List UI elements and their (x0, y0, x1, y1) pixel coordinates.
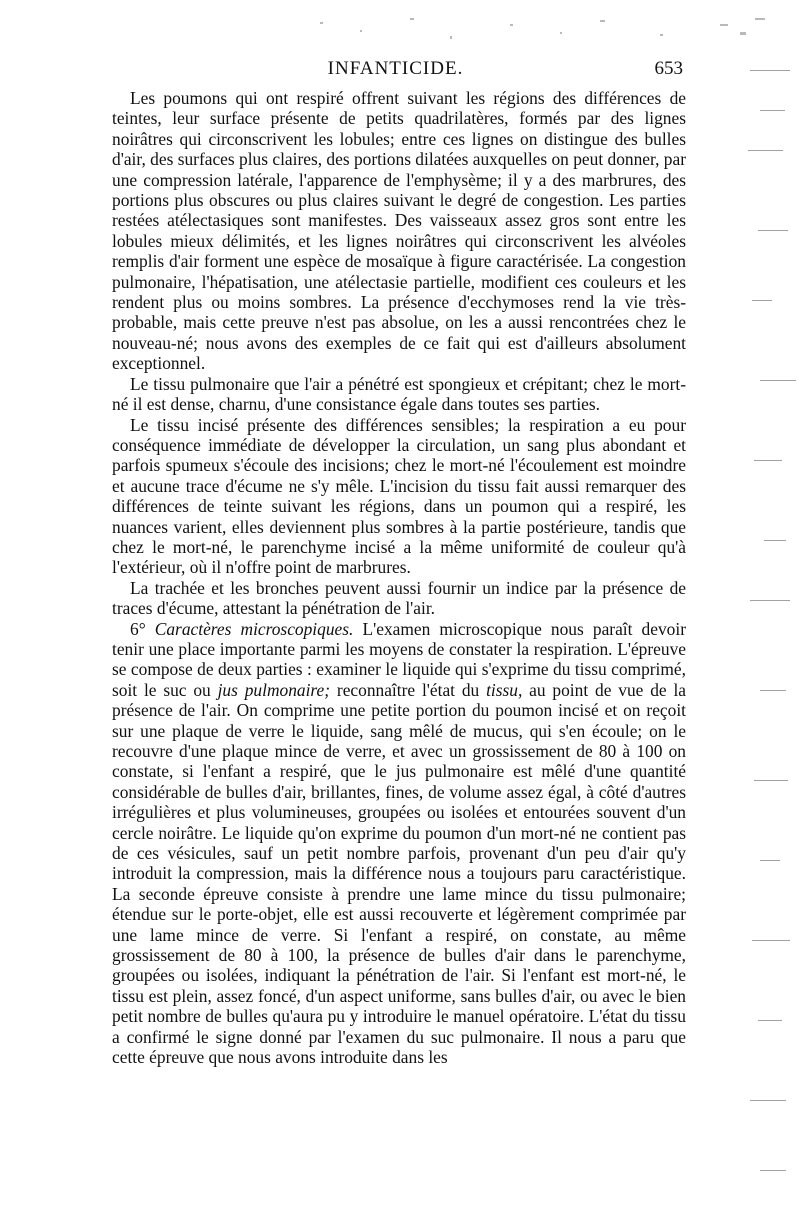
running-title: INFANTICIDE. (327, 58, 464, 79)
paragraph-microscopic (112, 619, 686, 1068)
paragraph-incised-tissue: Le tissu incisé présente des différences sensibles; la respiration a eu pour conséquence immédiate de développer la circulation, un sang plus abondant et parfois spumeux s'écoule des incisions; chez le mort-né l'écoulement est moindre et aucune trace d'écume ne s'y mêle. L'incision du tissu fait aussi remarquer des différences de teinte suivant les régions, dans un poumon qui a respiré, les nuances varient, elles deviennent plus sombres à la partie postérieure, tandis que chez le mort-né, le parenchyme incisé a la même uniformité de couleur qu'à l'extérieur, où il n'offre point de marbrures. (112, 414, 686, 578)
scan-noise-top (300, 10, 780, 50)
running-head (108, 58, 683, 84)
section-text-part1: L'examen microscopique nous paraît devoir tenir une place importante parmi les moyens de constater la respiration. L'épreuve se compose de deux parties : examiner le liquide qui s'exprime du tissu comprimé, soit le suc ou (112, 618, 686, 700)
section-text-part2: reconnaître l'état du (330, 679, 487, 700)
scan-margin-marks (730, 0, 800, 1232)
body-text (112, 88, 686, 1068)
section-number: 6° (130, 618, 146, 639)
page-number: 653 (654, 58, 683, 79)
term-tissu: tissu, (486, 679, 523, 700)
paragraph-lung-appearance: Les poumons qui ont respiré offrent suivant les régions des différences de teintes, leur surface présente de petits quadrilatères, formés par des lignes noirâtres qui circonscrivent les lobules; entre ces lignes on distingue des bulles d'air, des surfaces plus claires, des portions dilatées auxquelles on peut donner, par une compression latérale, l'apparence de l'emphysème; il y a des marbrures, des portions plus obscures ou plus claires suivant le degré de congestion. Les parties restées atélectasiques sont manifestes. Des vaisseaux assez gros sont entre les lobules mieux délimités, et les lignes noirâtres qui circonscrivent les alvéoles remplis d'air forment une espèce de mosaïque à figure caractérisée. La congestion pulmonaire, l'hépatisation, une atélectasie partielle, modifient ces couleurs et les rendent plus ou moins sombres. La présence d'ecchymoses rend la vie très-probable, mais cette preuve n'est pas absolue, on les a aussi rencontrées chez le nouveau-né; nous avons des exemples de ce fait qui est d'ailleurs absolument exceptionnel. (112, 88, 687, 374)
section-text-part3: au point de vue de la présence de l'air. On comprime une petite portion du poumon incisé et on reçoit sur une plaque de verre le liquide, sang mêlé de mucus, qui s'en écoule; on le recouvre d'une plaque mince de verre, et avec un grossissement de 80 à 100 on constate, si l'enfant a respiré, que le jus pulmonaire est mêlé d'une quantité considérable de bulles d'air, brillantes, fines, de volume assez égal, à côté d'autres irrégulières et plus volumineuses, groupées ou isolées et entourées souvent d'un cercle noirâtre. Le liquide qu'on exprime du poumon d'un mort-né ne contient pas de ces vésicules, sauf un petit nombre parfois, provenant d'un peu d'air qu'y introduit la compression, mais la différence nous a toujours paru caractéristique. La seconde épreuve consiste à prendre une lame mince du tissu pulmonaire; étendue sur le porte-objet, elle est aussi recouverte et légèrement comprimée par une lame mince de verre. Si l'enfant a respiré, on constate, au même grossissement de 80 à 100, la présence de bulles d'air dans le parenchyme, groupées ou isolées, indiquant la pénétration de l'air. Si l'enfant est mort-né, le tissu est plein, assez foncé, d'un aspect uniforme, sans bulles d'air, ou avec le bien petit nombre de bulles qu'aura pu y introduire le manuel opératoire. L'état du tissu a confirmé le signe donné par l'examen du suc pulmonaire. Il nous a paru que cette épreuve que nous avons introduite dans les (112, 679, 686, 1068)
term-jus-pulmonaire: jus pulmonaire; (217, 679, 331, 700)
section-heading: Caractères microscopiques. (154, 618, 354, 639)
paragraph-trachea: La trachée et les bronches peuvent aussi fournir un indice par la présence de traces d'écume, attestant la pénétration de l'air. (112, 577, 686, 619)
paragraph-lung-texture: Le tissu pulmonaire que l'air a pénétré est spongieux et crépitant; chez le mort-né il est dense, charnu, d'une consistance égale dans toutes ses parties. (112, 373, 686, 415)
